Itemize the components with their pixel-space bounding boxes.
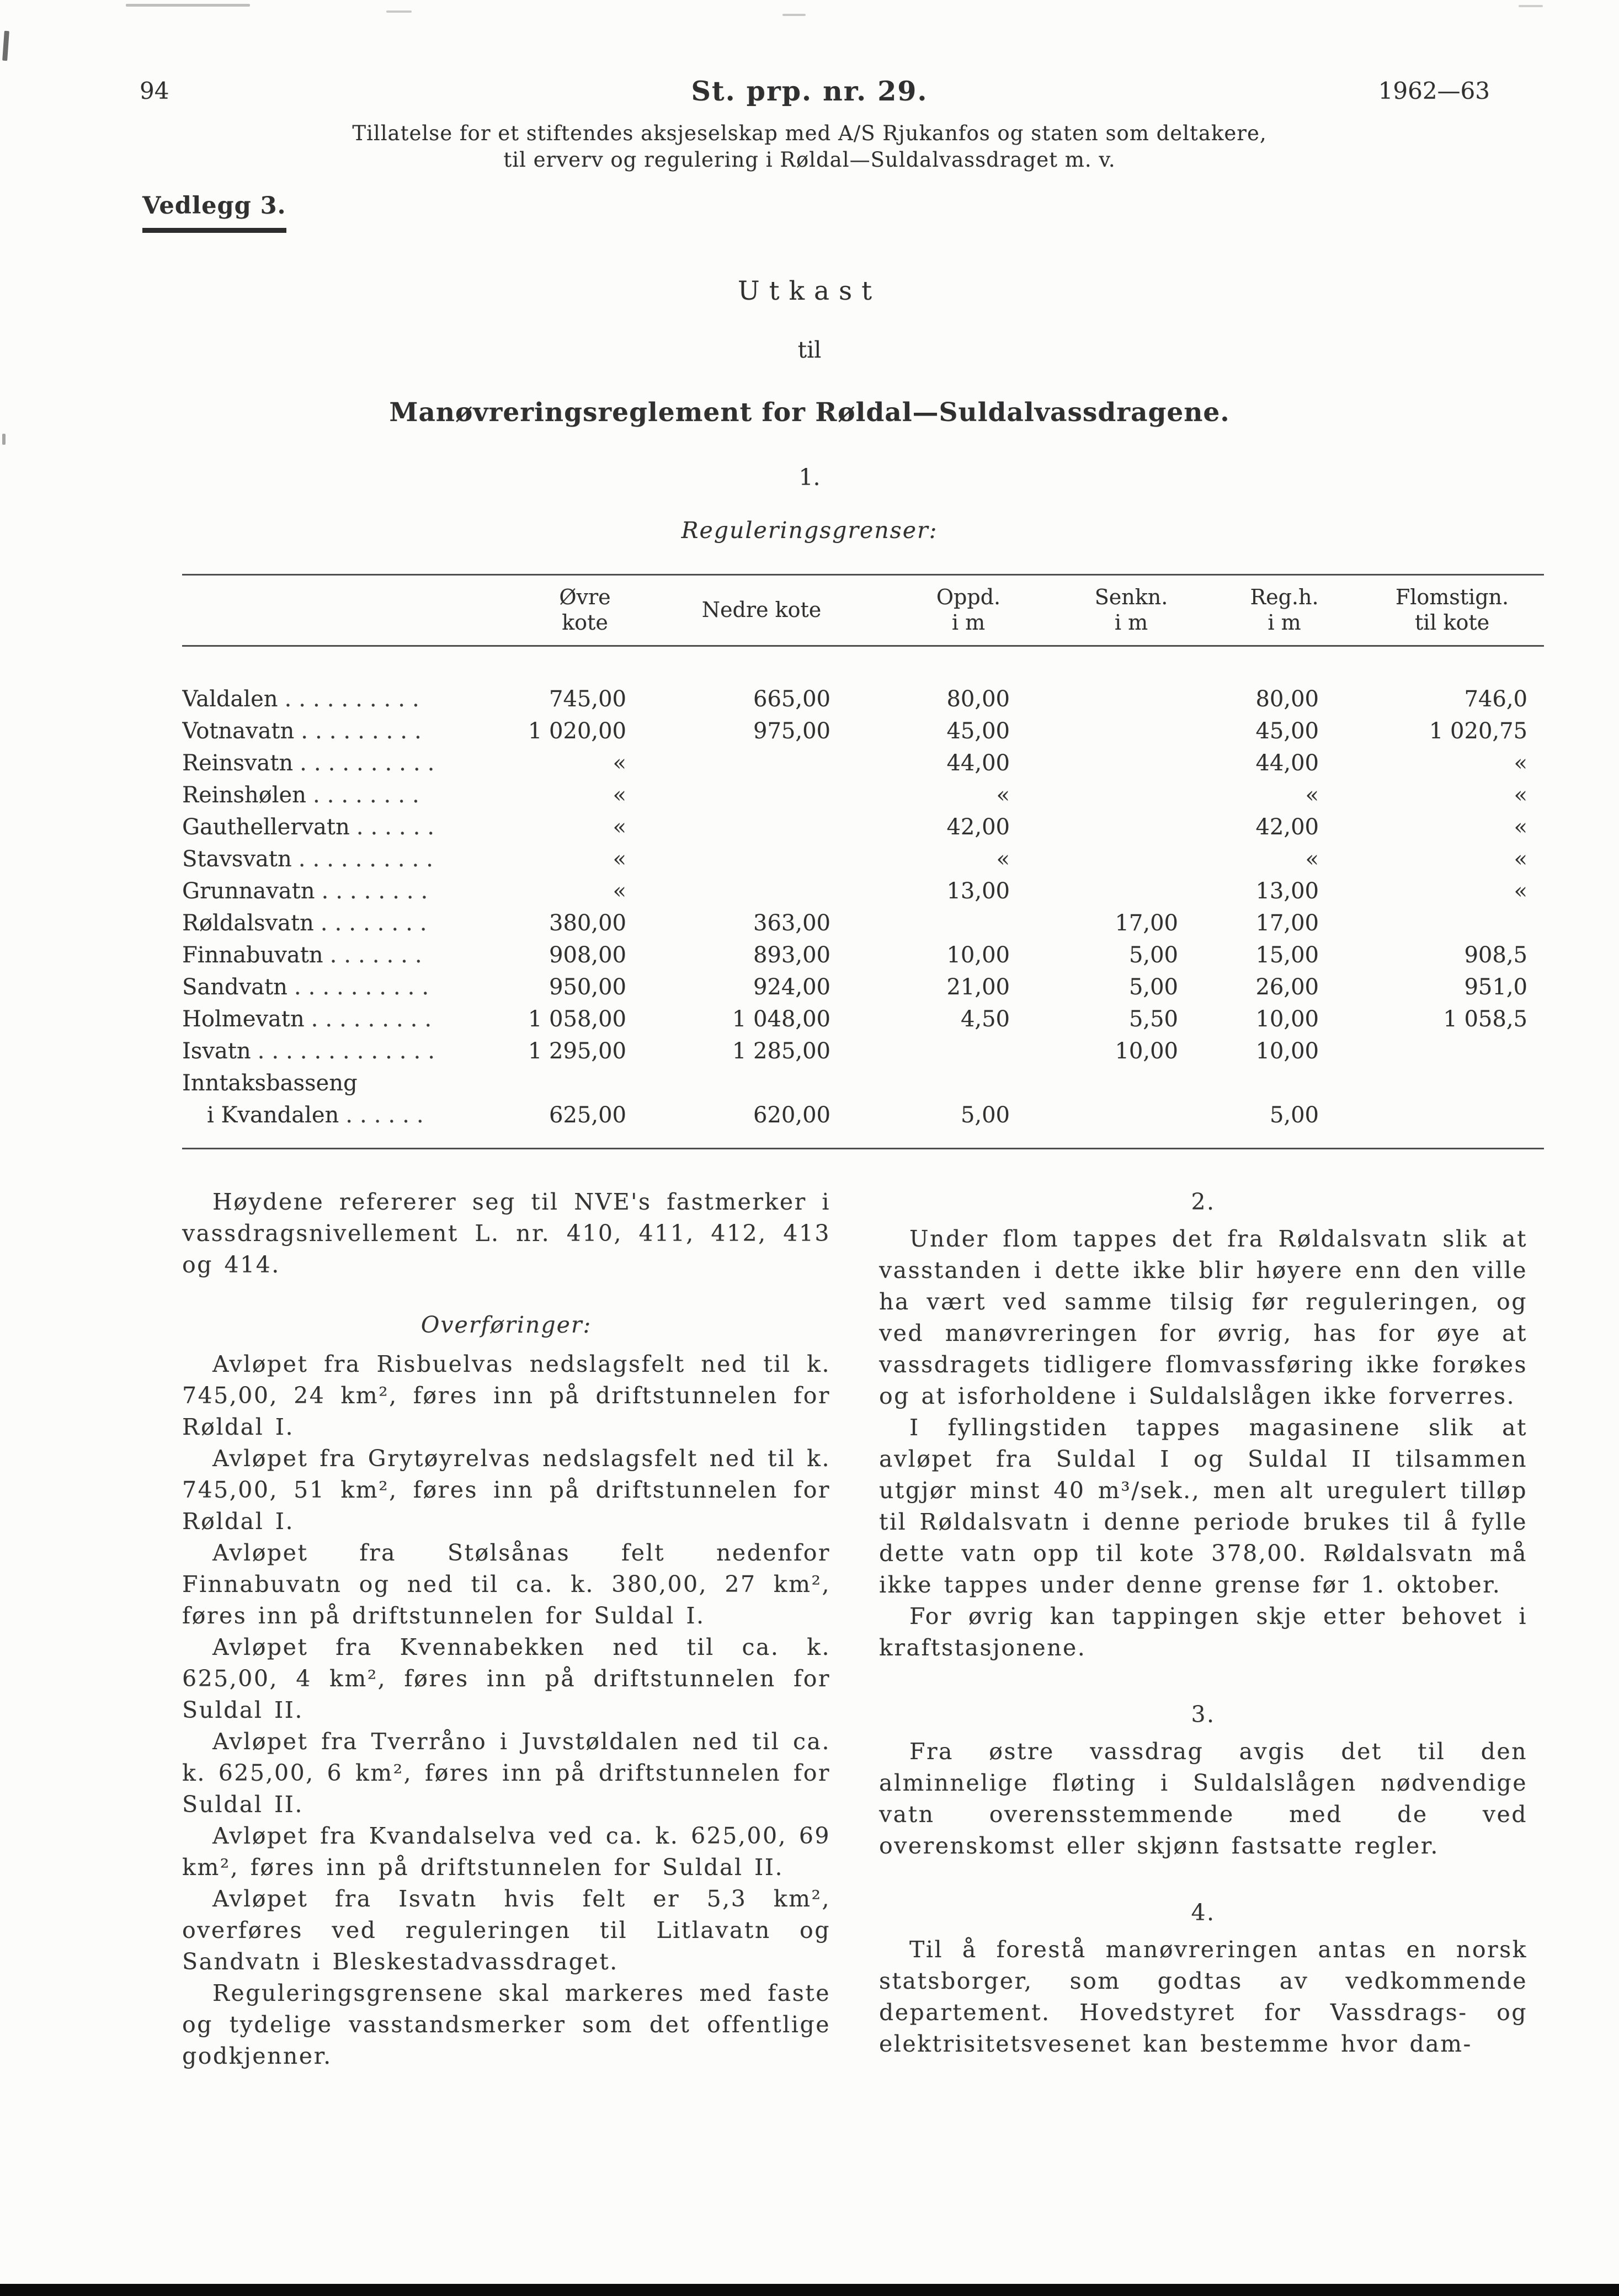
cell-nedre: 893,00 [753,942,830,968]
scan-artifact [386,10,412,13]
cell-regh: 5,00 [1269,1102,1319,1128]
left-column [182,1186,830,2072]
scan-artifact [782,14,806,16]
table-header-row [182,576,1544,645]
cell-oppd: 21,00 [946,974,1010,1000]
cell-senkn: 5,00 [1128,942,1178,968]
table-row [182,907,1544,939]
document-title: St. prp. nr. 29. [691,75,928,107]
dot-leader: .......... [294,974,436,1000]
row-label: Votnavatn ......... [182,718,429,744]
right-column [879,1186,1527,2072]
table-row [182,683,1544,715]
section-number: 1. [798,464,821,491]
dot-leader: ...... [345,1102,431,1128]
cell-ovre: 625,00 [549,1102,626,1128]
draft-heading: Utkast [737,276,881,306]
column-header-ovre-kote [491,584,626,635]
cell-nedre [626,747,830,779]
table-row [182,1099,1544,1131]
subtitle-line-2: til erverv og regulering i Røldal—Suldalvassdraget m. v. [503,148,1116,172]
cell-flom: 908,5 [1464,942,1527,968]
cell-nedre: 975,00 [753,718,830,744]
dot-leader: ........ [321,878,435,904]
table-row [182,747,1544,779]
cell-senkn [1010,811,1178,843]
cell-regh: 45,00 [1255,718,1319,744]
paragraph: Avløpet fra Kvandalselva ved ca. k. 625,00, 69 km², føres inn på driftstunnelen for Suldal II. [182,1823,830,1881]
cell-oppd: 13,00 [946,878,1010,904]
header-label: Reg.h. [1250,585,1319,609]
dot-leader: ........ [320,910,434,936]
cell-flom: 951,0 [1464,974,1527,1000]
cell-nedre [626,843,830,875]
cell-senkn: 17,00 [1115,910,1178,936]
paragraph: Under flom tappes det fra Røldalsvatn slik at vasstanden i dette ikke blir høyere enn den ville ha vært ved samme tilsig før reguleringen, og ved manøvreringen for øvrig, has for øye at vassdragets tidligere flomvassføring ikke forøkes og at isforholdene i Suldalslågen ikke forverres. [879,1226,1527,1409]
paragraph: Til å forestå manøvreringen antas en norsk statsborger, som godtas av vedkommende departement. Hovedstyret for Vassdrags- og elektrisitetsvesenet kan bestemme hvor dam- [879,1936,1527,2057]
cell-ovre [491,1067,626,1099]
cell-oppd: 80,00 [946,686,1010,712]
row-label: Reinshølen ........ [182,782,427,808]
section-number: 3. [1191,1701,1216,1728]
cell-oppd: 4,50 [960,1006,1010,1032]
cell-senkn: 10,00 [1115,1038,1178,1064]
cell-oppd: 44,00 [946,750,1010,776]
cell-regh: « [1305,782,1319,808]
cell-oppd: « [996,782,1010,808]
cell-regh: 44,00 [1255,750,1319,776]
cell-oppd: 45,00 [946,718,1010,744]
paragraph: Avløpet fra Grytøyrelvas nedslagsfelt ned til k. 745,00, 51 km², føres inn på driftstunnelen for Røldal I. [182,1445,830,1535]
cell-oppd [830,1035,1010,1067]
cell-nedre: 620,00 [753,1102,830,1128]
cell-flom: « [1514,846,1527,872]
row-label: Inntaksbasseng [182,1070,358,1096]
cell-oppd: 10,00 [946,942,1010,968]
cell-oppd [830,907,1010,939]
row-label: Røldalsvatn ........ [182,910,434,936]
dot-leader: .......... [284,686,427,712]
table-row [182,939,1544,971]
cell-ovre: « [613,750,626,776]
cell-senkn: 5,00 [1128,974,1178,1000]
document-subtitle [0,120,1619,173]
row-label: Isvatn ............. [182,1038,442,1064]
cell-senkn [1010,683,1178,715]
cell-flom: 1 020,75 [1429,718,1527,744]
table-row [182,715,1544,747]
cell-nedre: 1 285,00 [732,1038,830,1064]
cell-senkn [1010,843,1178,875]
paragraph: For øvrig kan tappingen skje etter behovet i kraftstasjonene. [879,1603,1527,1661]
row-label: Finnabuvatn ....... [182,942,429,968]
column-header-nedre-kote [626,584,830,635]
row-label: Holmevatn ......... [182,1006,439,1032]
cell-flom [1319,907,1544,939]
regulation-limits-table [182,574,1544,1149]
cell-regh: 42,00 [1255,814,1319,840]
cell-oppd: « [996,846,1010,872]
paragraph: Avløpet fra Isvatn hvis felt er 5,3 km², overføres ved reguleringen til Litlavatn og Sandvatn i Bleskestadvassdraget. [182,1885,830,1975]
header-unit: i m [1114,610,1148,635]
section-heading: Reguleringsgrenser: [681,517,938,544]
page-number: 94 [140,77,169,104]
row-label: i Kvandalen ...... [207,1102,431,1128]
dot-leader: ......... [311,1006,439,1032]
row-label: Reinsvatn .......... [182,750,442,776]
table-rows [182,647,1544,1131]
cell-regh: 10,00 [1255,1038,1319,1064]
cell-senkn: 5,50 [1128,1006,1178,1032]
cell-senkn [1010,715,1178,747]
cell-flom: 1 058,5 [1443,1006,1527,1032]
scan-artifact [1519,5,1543,7]
cell-nedre: 1 048,00 [732,1006,830,1032]
paragraph: Avløpet fra Kvennabekken ned til ca. k. 625,00, 4 km², føres inn på driftstunnelen for Suldal II. [182,1634,830,1723]
dot-leader: ........ [312,782,427,808]
cell-flom [1319,1035,1544,1067]
main-title: Manøvreringsreglement for Røldal—Suldalvassdragene. [389,397,1230,428]
table-row [182,971,1544,1003]
cell-regh: 15,00 [1255,942,1319,968]
cell-ovre: 950,00 [549,974,626,1000]
cell-flom: « [1514,814,1527,840]
cell-ovre: 1 020,00 [528,718,626,744]
table-rule-bottom [182,1148,1544,1149]
paragraph: Høydene refererer seg til NVE's fastmerker i vassdragsnivellement L. nr. 410, 411, 412, 413 og 414. [182,1189,830,1278]
cell-flom [1319,1099,1544,1131]
title-block [0,276,1619,544]
dot-leader: ...... [356,814,442,840]
cell-regh: 10,00 [1255,1006,1319,1032]
row-label: Valdalen .......... [182,686,427,712]
header-unit: i m [1267,610,1301,635]
cell-ovre: 380,00 [549,910,626,936]
column-header-oppd [830,584,1010,635]
dot-leader: ....... [329,942,429,968]
cell-senkn [1010,1067,1178,1099]
cell-regh: 26,00 [1255,974,1319,1000]
dot-leader: .......... [298,846,440,872]
column-header-flomstign [1319,584,1544,635]
header-unit: til kote [1414,610,1490,635]
cell-ovre: 1 058,00 [528,1006,626,1032]
running-head [0,75,1619,108]
paragraph: Fra østre vassdrag avgis det til den alminnelige fløting i Suldalslågen nødvendige vatn overensstemmende med de ved overenskomst eller skjønn fastsatte regler. [879,1738,1527,1859]
header-label: Senkn. [1094,585,1168,609]
cell-flom: « [1514,782,1527,808]
column-header-name [182,584,491,635]
cell-ovre: « [613,814,626,840]
table-row [182,1067,1544,1099]
row-label: Stavsvatn .......... [182,846,440,872]
cell-flom [1319,1067,1544,1099]
draft-to: til [797,337,822,363]
cell-regh: « [1305,846,1319,872]
section-number: 2. [1191,1189,1216,1215]
row-label: Grunnavatn ........ [182,878,435,904]
cell-oppd: 5,00 [960,1102,1010,1128]
header-label: Nedre kote [701,598,822,622]
cell-ovre: 908,00 [549,942,626,968]
cell-ovre: « [613,878,626,904]
table-row [182,779,1544,811]
cell-flom: 746,0 [1464,686,1527,712]
column-header-senkn [1010,584,1178,635]
cell-nedre: 665,00 [753,686,830,712]
cell-ovre: « [613,846,626,872]
dot-leader: ............. [257,1038,442,1064]
header-label: Oppd. [936,585,1001,609]
column-heading: Overføringer: [420,1312,592,1338]
cell-nedre: 363,00 [753,910,830,936]
header-unit: i m [951,610,986,635]
paragraph: Avløpet fra Risbuelvas nedslagsfelt ned til k. 745,00, 24 km², føres inn på driftstunnelen for Røldal I. [182,1351,830,1440]
table-row [182,1035,1544,1067]
attachment-label: Vedlegg 3. [142,192,286,233]
cell-regh: 80,00 [1255,686,1319,712]
cell-nedre: 924,00 [753,974,830,1000]
cell-nedre [626,779,830,811]
cell-oppd: 42,00 [946,814,1010,840]
cell-ovre: 745,00 [549,686,626,712]
paragraph: Reguleringsgrensene skal markeres med faste og tydelige vasstandsmerker som det offentlige godkjenner. [182,1980,830,2069]
cell-regh: 17,00 [1255,910,1319,936]
dot-leader: ......... [301,718,429,744]
cell-nedre [626,1067,830,1099]
cell-flom: « [1514,750,1527,776]
section-number: 4. [1191,1899,1216,1926]
cell-regh [1178,1067,1319,1099]
body-text [182,1186,1527,2072]
dot-leader: .......... [300,750,442,776]
row-label: Sandvatn .......... [182,974,436,1000]
paragraph: Avløpet fra Tverråno i Juvstøldalen ned til ca. k. 625,00, 6 km², føres inn på driftstunnelen for Suldal II. [182,1728,830,1818]
scan-edge-bar [0,2284,1619,2296]
header-label: Øvre kote [559,585,611,635]
cell-nedre [626,875,830,907]
subtitle-line-1: Tillatelse for et stiftendes aksjeselskap med A/S Rjukanfos og staten som deltakere, [352,121,1267,145]
header-label: Flomstign. [1395,585,1509,609]
session-years: 1962—63 [1378,77,1490,104]
scan-artifact [2,31,9,61]
cell-regh: 13,00 [1255,878,1319,904]
cell-senkn [1010,1099,1178,1131]
cell-senkn [1010,875,1178,907]
cell-ovre: 1 295,00 [528,1038,626,1064]
cell-ovre: « [613,782,626,808]
scan-artifact [126,4,250,7]
paragraph: Avløpet fra Stølsånas felt nedenfor Finnabuvatn og ned til ca. k. 380,00, 27 km², føres inn på driftstunnelen for Suldal I. [182,1539,830,1629]
cell-senkn [1010,779,1178,811]
row-label: Gauthellervatn ...... [182,814,442,840]
cell-oppd [830,1067,1010,1099]
paragraph: I fyllingstiden tappes magasinene slik at avløpet fra Suldal I og Suldal II tilsammen utgjør minst 40 m³/sek., men alt uregulert tilløp til Røldalsvatn i denne periode brukes til å fylle dette vatn opp til kote 378,00. Røldalsvatn må ikke tappes under denne grense før 1. oktober. [879,1414,1527,1598]
cell-nedre [626,811,830,843]
cell-senkn [1010,747,1178,779]
table-row [182,843,1544,875]
table-row [182,811,1544,843]
table-row [182,1003,1544,1035]
cell-flom: « [1514,878,1527,904]
table-row [182,875,1544,907]
column-header-regh [1178,584,1319,635]
